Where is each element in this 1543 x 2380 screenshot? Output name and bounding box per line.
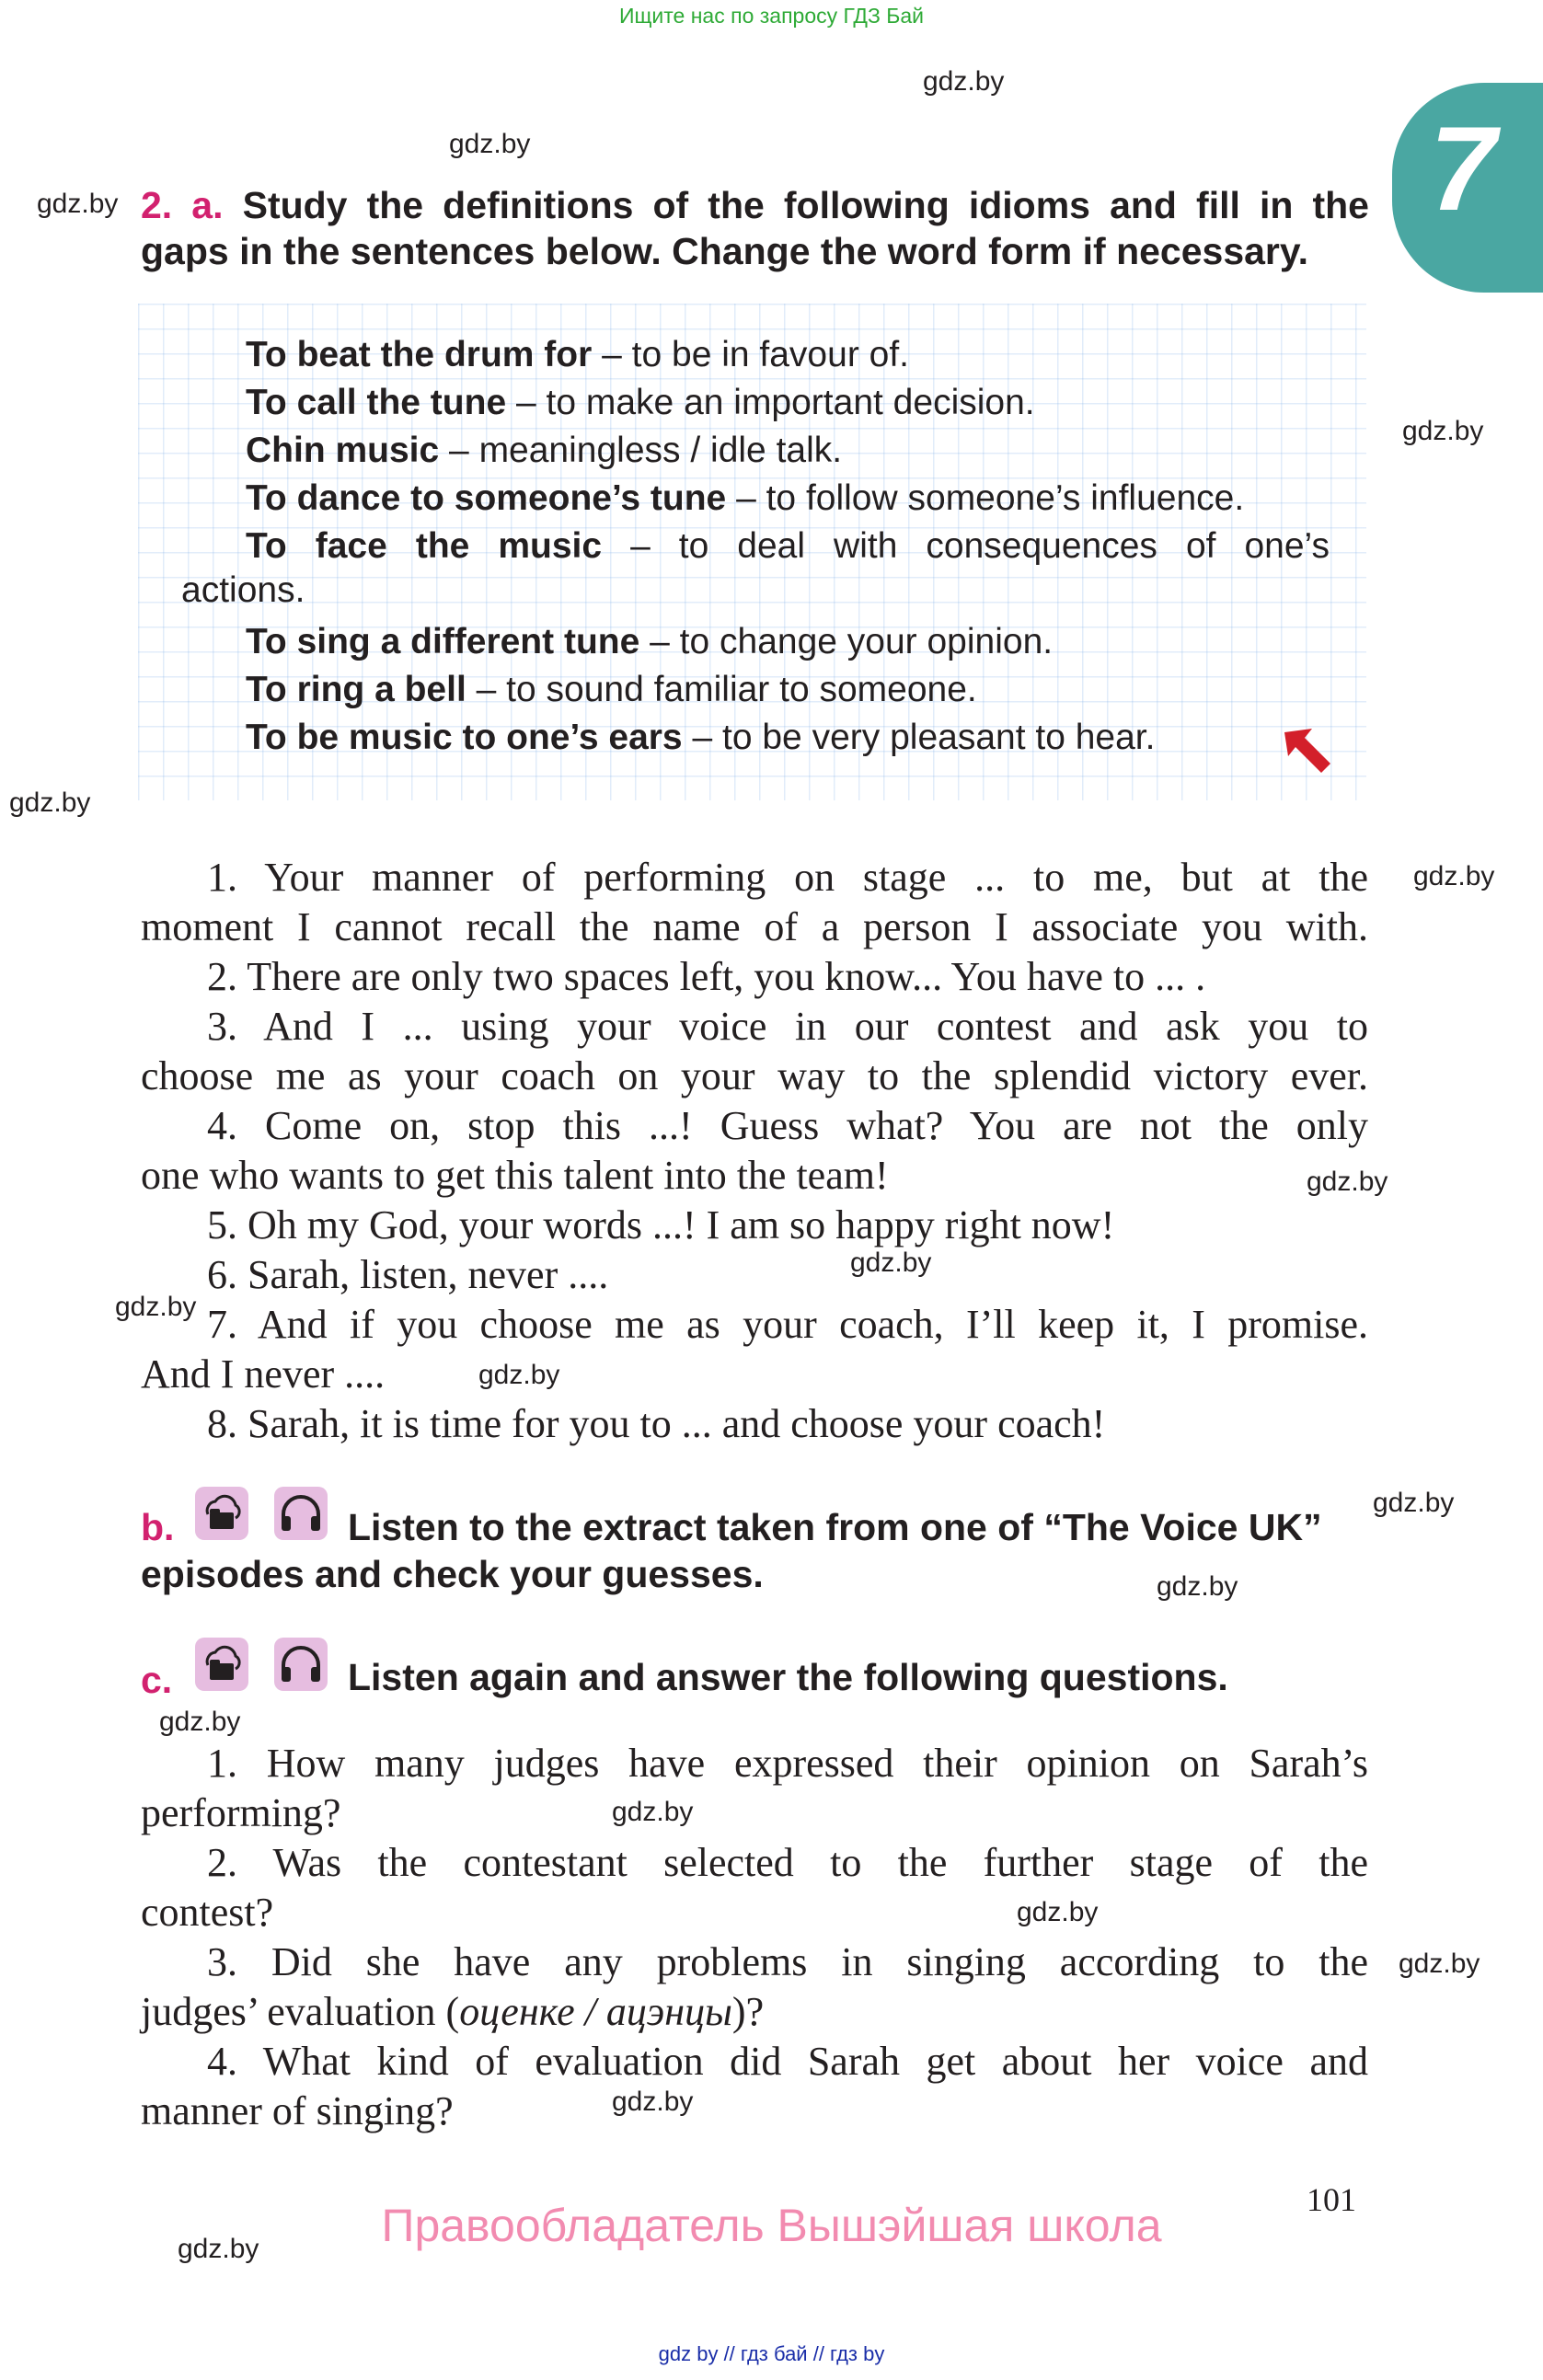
- watermark: gdz.by: [159, 1707, 241, 1737]
- idiom-term: To sing a different tune: [246, 622, 640, 661]
- translation-note: оценке / ацэнцы: [459, 1989, 732, 2034]
- sentence-line: one who wants to get this talent into the team!: [141, 1153, 889, 1198]
- page-number: 101: [1307, 2181, 1356, 2218]
- question-line: 2. Was the contestant selected to the further stage of the: [207, 1840, 1368, 1885]
- copyright-holder: Правообладатель Вышэйшая школа: [381, 2200, 1162, 2251]
- question-line: contest?: [141, 1890, 274, 1935]
- question-line: 1. How many judges have expressed their opinion on Sarah’s: [207, 1741, 1368, 1786]
- watermark: gdz.by: [449, 129, 531, 159]
- watermark: gdz.by: [1399, 1949, 1480, 1979]
- idiom-term: To be music to one’s ears: [246, 718, 683, 757]
- headphones-icon: [274, 1638, 328, 1691]
- watermark: gdz.by: [115, 1292, 197, 1322]
- watermark: gdz.by: [37, 189, 119, 219]
- idiom-definition: [246, 475, 1336, 523]
- watermark: gdz.by: [612, 1797, 694, 1827]
- folder-cloud-icon: [195, 1487, 248, 1540]
- sentence-line: And I never ....: [141, 1351, 386, 1397]
- idiom-meaning: – to follow someone’s influence.: [726, 478, 1245, 518]
- watermark: gdz.by: [923, 66, 1005, 97]
- idiom-definition: [246, 331, 1336, 379]
- task-a-instruction-line1: [141, 182, 1369, 228]
- task-letter-b: b.: [141, 1506, 175, 1548]
- idiom-meaning: – to deal with consequences of one’s: [602, 526, 1330, 566]
- question-line: [141, 1987, 764, 2037]
- headphones-icon: [274, 1487, 328, 1540]
- watermark: gdz.by: [478, 1360, 560, 1390]
- sentence-line: 2. There are only two spaces left, you know... You have to ... .: [207, 954, 1206, 999]
- task-c-text-line1: Listen again and answer the following questions.: [348, 1656, 1228, 1698]
- watermark: gdz.by: [1413, 861, 1495, 891]
- sentence-line: moment I cannot recall the name of a person I associate you with.: [141, 904, 1368, 949]
- arrow-pointer-icon: [1281, 725, 1336, 780]
- task-a-text-line1: Study the definitions of the following idioms and fill in the: [242, 184, 1369, 226]
- sentence-line: choose me as your coach on your way to the splendid victory ever.: [141, 1053, 1368, 1098]
- idiom-definition: [246, 714, 1336, 762]
- folder-cloud-icon: [195, 1638, 248, 1691]
- sentence-line: 7. And if you choose me as your coach, I’ll keep it, I promise.: [207, 1302, 1368, 1347]
- idiom-definition: [246, 379, 1336, 427]
- sentence-line: 3. And I ... using your voice in our contest and ask you to: [207, 1004, 1368, 1049]
- idiom-definition: [246, 666, 1336, 714]
- question-line: manner of singing?: [141, 2088, 454, 2133]
- idiom-meaning: – meaningless / idle talk.: [439, 431, 843, 470]
- question-text: judges’ evaluation (: [141, 1989, 460, 2034]
- task-a-text-line2: gaps in the sentences below. Change the word form if necessary.: [141, 230, 1309, 272]
- idiom-definition: [246, 523, 1330, 570]
- watermark: gdz.by: [612, 2087, 694, 2117]
- watermark: gdz.by: [178, 2234, 259, 2264]
- watermark: gdz.by: [1373, 1488, 1455, 1518]
- watermark: gdz.by: [1402, 416, 1484, 446]
- bottom-links[interactable]: gdz by // гдз бай // гдз by: [658, 2342, 885, 2365]
- sentence-line: 6. Sarah, listen, never ....: [207, 1252, 609, 1297]
- question-line: performing?: [141, 1790, 341, 1835]
- question-line: 4. What kind of evaluation did Sarah get about her voice and: [207, 2039, 1368, 2084]
- idiom-term: To call the tune: [246, 383, 507, 422]
- task-b-text-line2: episodes and check your guesses.: [141, 1553, 764, 1595]
- idiom-term: To beat the drum for: [246, 335, 593, 374]
- question-line: 3. Did she have any problems in singing according to the: [207, 1939, 1368, 1984]
- task-b-text-line1: Listen to the extract taken from one of “The Voice UK”: [348, 1506, 1322, 1548]
- idiom-term: Chin music: [246, 431, 440, 470]
- question-text: )?: [731, 1989, 765, 2034]
- watermark: gdz.by: [1017, 1897, 1099, 1927]
- watermark: gdz.by: [850, 1247, 932, 1278]
- chapter-number: 7: [1429, 101, 1497, 236]
- top-banner: Ищите нас по запросу ГДЗ Бай: [618, 4, 925, 28]
- sentence-line: 8. Sarah, it is time for you to ... and choose your coach!: [207, 1401, 1106, 1446]
- idiom-meaning-continued: actions.: [181, 570, 305, 610]
- task-letter-c: c.: [141, 1659, 173, 1701]
- watermark: gdz.by: [1157, 1571, 1238, 1602]
- watermark: gdz.by: [9, 788, 91, 818]
- task-number: 2.: [141, 184, 173, 226]
- watermark: gdz.by: [1307, 1167, 1388, 1197]
- sentence-line: 5. Oh my God, your words ...! I am so happy right now!: [207, 1202, 1115, 1247]
- idiom-definition: [246, 427, 1336, 475]
- sentence-line: 1. Your manner of performing on stage ... to me, but at the: [207, 855, 1368, 900]
- idiom-meaning: – to be in favour of.: [592, 335, 909, 374]
- sentence-line: 4. Come on, stop this ...! Guess what? You are not the only: [207, 1103, 1368, 1148]
- idiom-meaning: – to change your opinion.: [639, 622, 1054, 661]
- task-letter-a: a.: [191, 184, 224, 226]
- idiom-term: To face the music: [246, 526, 603, 566]
- idiom-meaning: – to make an important decision.: [506, 383, 1035, 422]
- idiom-meaning: – to sound familiar to someone.: [466, 670, 977, 709]
- idiom-definition: [246, 618, 1336, 666]
- idiom-meaning: – to be very pleasant to hear.: [682, 718, 1156, 757]
- idiom-term: To dance to someone’s tune: [246, 478, 727, 518]
- idiom-term: To ring a bell: [246, 670, 466, 709]
